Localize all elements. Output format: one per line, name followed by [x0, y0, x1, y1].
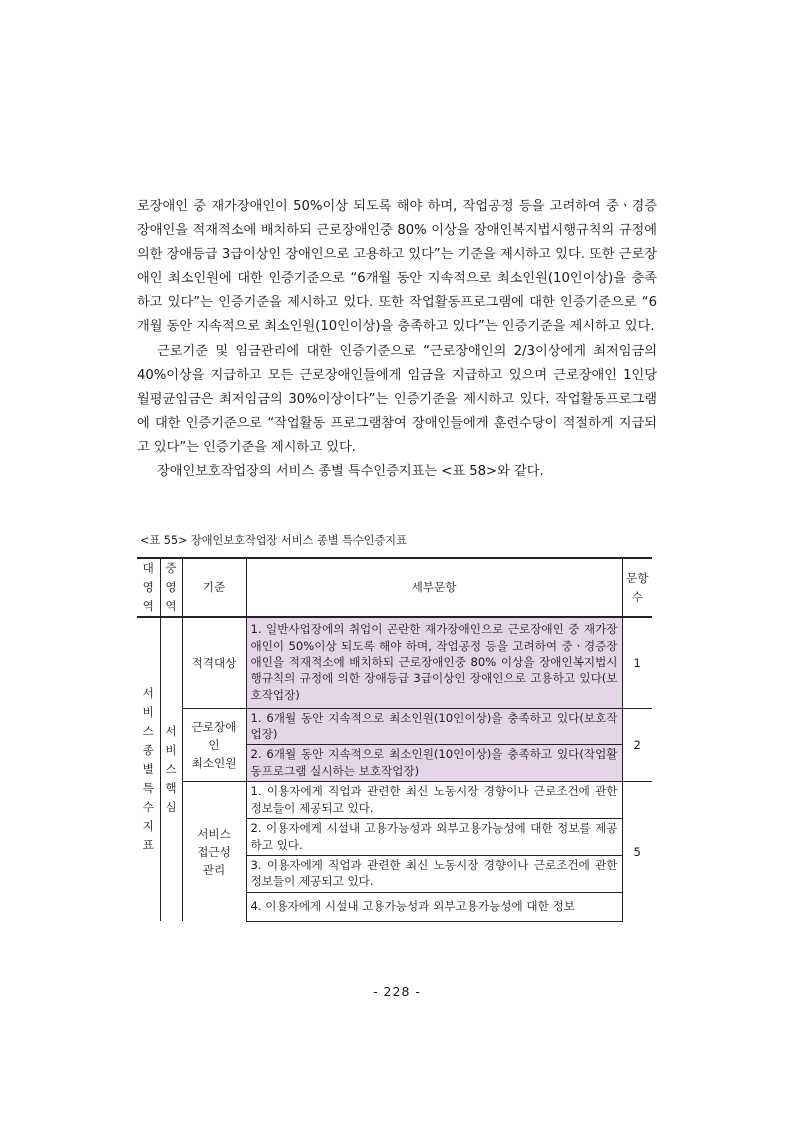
detail-item: 2. 이용자에게 시설내 고용가능성과 외부고용가능성에 대한 정보를 제공하고 있다. — [246, 819, 622, 856]
middle-area-char: 핵 — [165, 781, 177, 796]
header-char: 영 — [165, 580, 177, 594]
header-count — [622, 558, 652, 617]
detail-item: 1. 일반사업장에의 취업이 곤란한 재가장애인으로 근로장애인 중 재가장애인이 50%이상 되도록 해야 하며, 작업공정 등을 고려하여 중ㆍ경증장애인을 적재적소에 배치하되 근로장애인중 80% 이상을 장애인복지법시행규칙의 규정에 의한 장애등급 3급이상인 장애인으로 고용하고 있다(보호작업장) — [246, 617, 622, 708]
header-criteria: 기준 — [182, 558, 246, 617]
middle-area-char: 비 — [165, 743, 177, 758]
header-major-area — [137, 558, 160, 617]
header-details: 세부문항 — [246, 558, 622, 617]
header-char: 중 — [165, 561, 177, 575]
middle-area-char: 서 — [165, 724, 177, 739]
major-area-char: 표 — [142, 838, 154, 853]
paragraph: 로장애인 중 재가장애인이 50%이상 되도록 해야 하며, 작업공정 등을 고려하여 중ㆍ경증장애인을 적재적소에 배치하되 근로장애인중 80% 이상을 장애인복지법시행규칙의 규정에 의한 장애등급 3급이상인 장애인으로 고용하고 있다”는 기준을 제시하고 있다. 또한 근로장애인 최소인원에 대한 인증기준으로 “6개월 동안 지속적으로 최소인원(10인이상)을 충족하고 있다”는 인증기준을 제시하고 있다. 또한 작업활동프로그램에 대한 인증기준으로 “6개월 동안 지속적으로 최소인원(10인이상)을 충족하고 있다”는 인증기준을 제시하고 있다. — [137, 199, 657, 335]
detail-item: 4. 이용자에게 시설내 고용가능성과 외부고용가능성에 대한 정보 — [246, 892, 622, 921]
detail-item: 3. 이용자에게 직업과 관련한 최신 노동시장 경향이나 근로조건에 관한 정보들이 제공되고 있다. — [246, 855, 622, 892]
page-number: - 228 - — [373, 984, 421, 999]
middle-area-char: 심 — [165, 800, 177, 815]
criteria-min-workers: 근로장애 인 최소인원 — [182, 708, 246, 782]
middle-area-cell — [160, 617, 182, 921]
table-caption: <표 55> 장애인보호작업장 서비스 종별 특수인증지표 — [140, 534, 407, 547]
major-area-char: 비 — [142, 705, 154, 720]
criteria-eligibility: 적격대상 — [182, 617, 246, 708]
item-count: 1 — [622, 617, 652, 708]
middle-area-char: 스 — [165, 762, 177, 777]
certification-table — [137, 557, 652, 922]
header-char: 영 — [142, 580, 154, 594]
body-text — [137, 195, 657, 484]
paragraph: 장애인보호작업장의 서비스 종별 특수인증지표는 <표 58>와 같다. — [157, 464, 544, 480]
detail-item: 1. 6개월 동안 지속적으로 최소인원(10인이상)을 충족하고 있다(보호작업장) — [246, 708, 622, 745]
item-count: 2 — [622, 708, 652, 782]
major-area-char: 지 — [142, 819, 154, 834]
header-char: 역 — [165, 599, 177, 613]
criteria-service-access: 서비스 접근성 관리 — [182, 782, 246, 922]
paragraph: 근로기준 및 임금관리에 대한 인증기준으로 “근로장애인의 2/3이상에게 최저임금의 40%이상을 지급하고 모든 근로장애인들에게 임금을 지급하고 있으며 근로장애인 1인당 월평균임금은 최저임금의 30%이상이다”는 인증기준을 제시하고 있다. 작업활동프로그램에 대한 인증기준으로 “작업활동 프로그램참여 장애인들에게 훈련수당이 적절하게 지급되고 있다”는 인증기준을 제시하고 있다. — [137, 343, 657, 455]
major-area-char: 특 — [142, 781, 154, 796]
major-area-cell — [137, 617, 160, 921]
major-area-char: 별 — [142, 762, 154, 777]
header-char: 역 — [142, 599, 154, 613]
header-char: 수 — [631, 589, 643, 604]
detail-item: 2. 6개월 동안 지속적으로 최소인원(10인이상)을 충족하고 있다(작업활동프로그램 실시하는 보호작업장) — [246, 745, 622, 782]
header-char: 문항 — [626, 570, 649, 585]
major-area-char: 수 — [142, 800, 154, 815]
detail-item: 1. 이용자에게 직업과 관련한 최신 노동시장 경향이나 근로조건에 관한 정보들이 제공되고 있다. — [246, 782, 622, 819]
item-count: 5 — [622, 782, 652, 922]
header-middle-area — [160, 558, 182, 617]
major-area-char: 스 — [142, 724, 154, 739]
header-char: 대 — [142, 561, 154, 575]
major-area-char: 서 — [142, 686, 154, 701]
major-area-char: 종 — [142, 743, 154, 758]
